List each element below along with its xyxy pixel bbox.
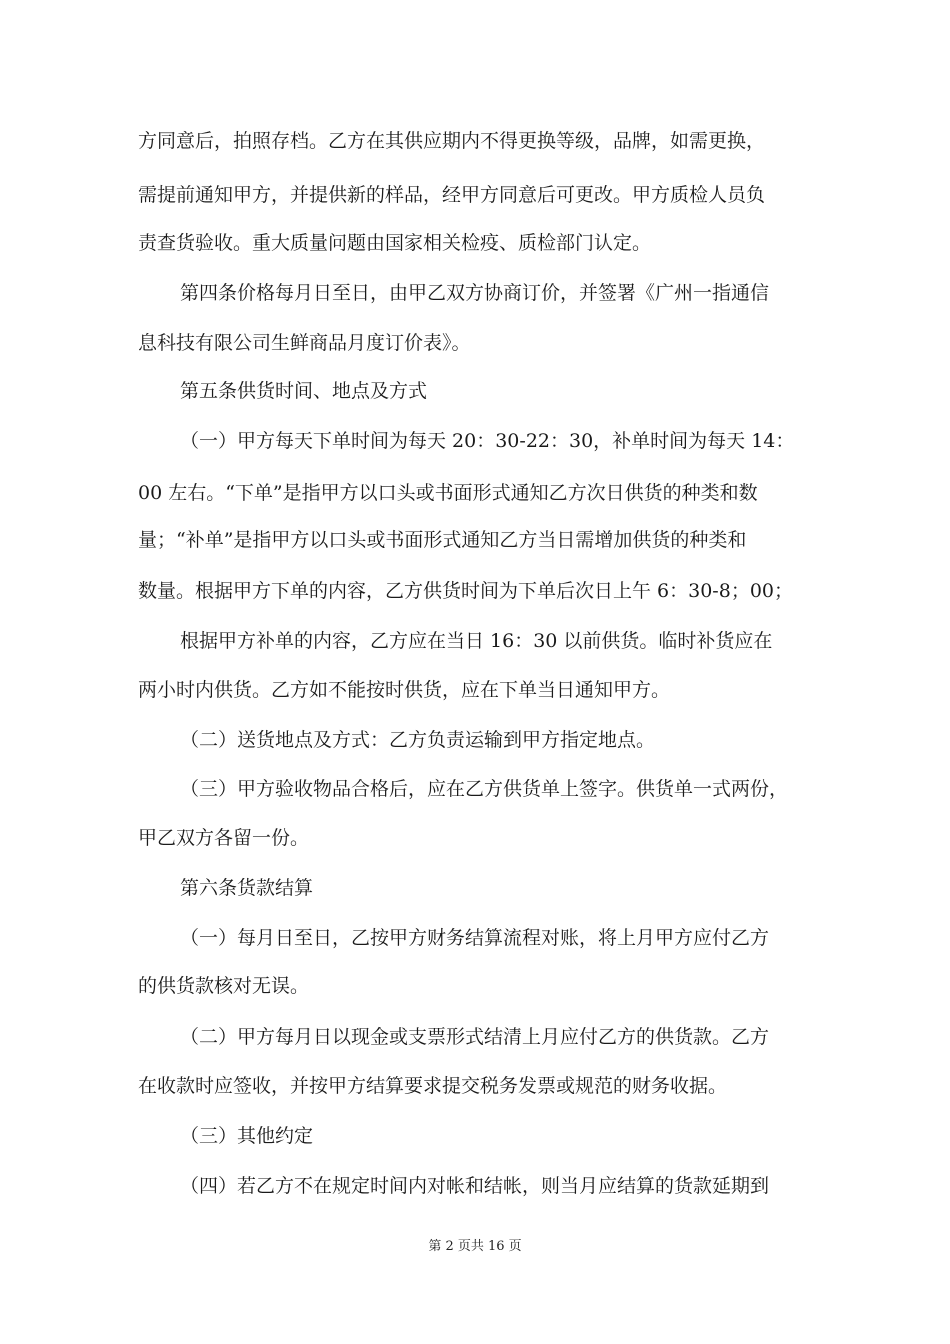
paragraph-line: 数量。根据甲方下单的内容，乙方供货时间为下单后次日上午 6：30-8；00； — [138, 580, 793, 602]
paragraph-line: （三）其他约定 — [180, 1125, 314, 1147]
section-heading: 第六条货款结算 — [180, 877, 314, 899]
paragraph-line: （二）送货地点及方式：乙方负责运输到甲方指定地点。 — [180, 729, 656, 751]
paragraph-line: （三）甲方验收物品合格后，应在乙方供货单上签字。供货单一式两份， — [180, 778, 789, 800]
paragraph-line: （四）若乙方不在规定时间内对帐和结帐，则当月应结算的货款延期到 — [180, 1175, 770, 1197]
paragraph-line: 方同意后，拍照存档。乙方在其供应期内不得更换等级，品牌，如需更换， — [138, 130, 766, 152]
paragraph-line: 甲乙双方各留一份。 — [138, 827, 310, 849]
paragraph-line: 两小时内供货。乙方如不能按时供货，应在下单当日通知甲方。 — [138, 679, 671, 701]
paragraph-line: （一）甲方每天下单时间为每天 20：30-22：30，补单时间为每天 14： — [180, 430, 795, 452]
paragraph-line: 根据甲方补单的内容，乙方应在当日 16：30 以前供货。临时补货应在 — [180, 630, 773, 652]
paragraph-line: 第四条价格每月日至日，由甲乙双方协商订价，并签署《广州一指通信 — [180, 282, 770, 304]
paragraph-line: 责查货验收。重大质量问题由国家相关检疫、质检部门认定。 — [138, 232, 652, 254]
paragraph-line: 00 左右。“下单”是指甲方以口头或书面形式通知乙方次日供货的种类和数 — [138, 482, 758, 504]
paragraph-line: 息科技有限公司生鲜商品月度订价表》。 — [138, 332, 471, 354]
paragraph-line: 的供货款核对无误。 — [138, 975, 310, 997]
paragraph-line: （二）甲方每月日以现金或支票形式结清上月应付乙方的供货款。乙方 — [180, 1026, 770, 1048]
paragraph-line: （一）每月日至日，乙按甲方财务结算流程对账，将上月甲方应付乙方 — [180, 927, 770, 949]
paragraph-line: 需提前通知甲方，并提供新的样品，经甲方同意后可更改。甲方质检人员负 — [138, 184, 766, 206]
paragraph-line: 量；“补单”是指甲方以口头或书面形式通知乙方当日需增加供货的种类和 — [138, 529, 747, 551]
page-footer: 第 2 页共 16 页 — [428, 1239, 522, 1254]
section-heading: 第五条供货时间、地点及方式 — [180, 380, 428, 402]
paragraph-line: 在收款时应签收，并按甲方结算要求提交税务发票或规范的财务收据。 — [138, 1075, 728, 1097]
